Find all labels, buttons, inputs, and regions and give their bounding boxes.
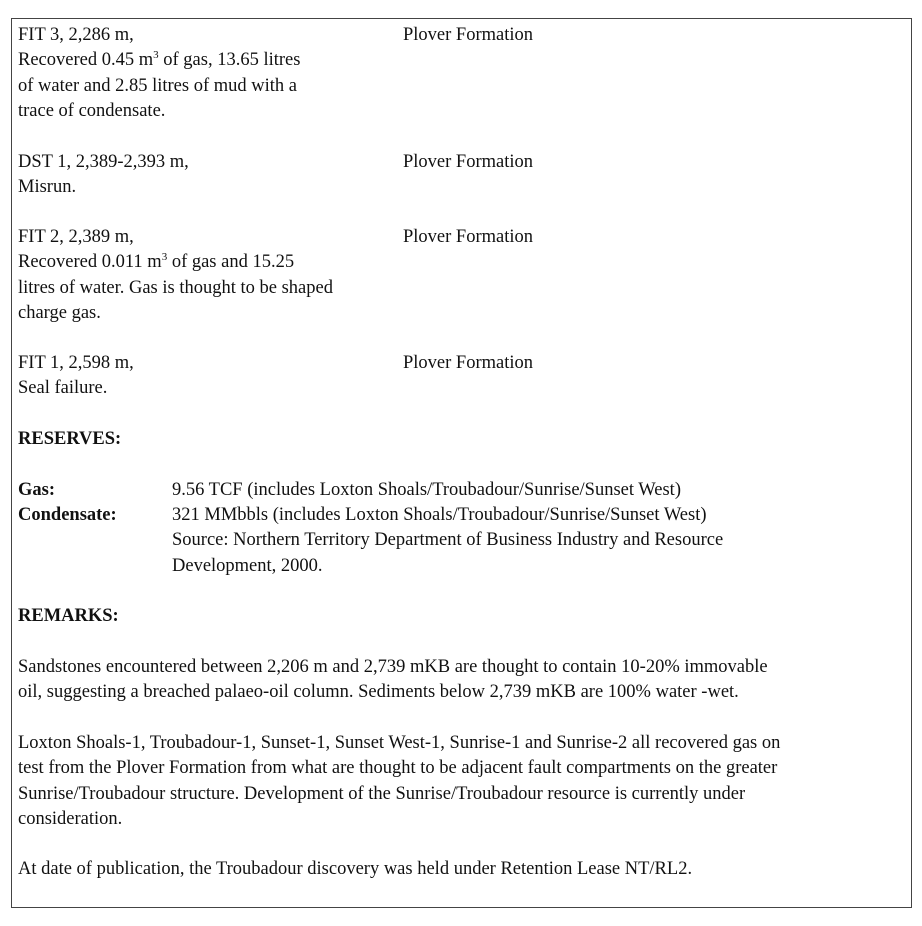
remarks-p1-line1: Sandstones encountered between 2,206 m and 2,739 mKB are thought to contain 10-20% immovable [18, 657, 768, 677]
test-dst1-title: DST 1, 2,389-2,393 m, [18, 152, 189, 172]
remarks-p2-line4: consideration. [18, 808, 123, 829]
remarks-paragraph-2 [18, 731, 780, 832]
test-fit1-title: FIT 1, 2,598 m, [18, 353, 134, 373]
remarks-paragraph-3 [18, 857, 692, 882]
test-dst1-formation: Plover Formation [403, 152, 534, 172]
source-line1: Source: Northern Territory Department of Business Industry and Resource [172, 530, 724, 551]
remarks-p2-line2: test from the Plover Formation from what are thought to be adjacent fault compartments on the greater [18, 758, 778, 779]
test-fit3-formation: Plover Formation [403, 25, 534, 45]
condensate-value-line: 321 MMbbls (includes Loxton Shoals/Troubadour/Sunrise/Sunset West) [172, 505, 707, 525]
test-dst1-line2: Misrun. [18, 177, 77, 198]
test-fit3-description [18, 23, 300, 124]
condensate-value [172, 503, 723, 579]
test-fit1-line2: Seal failure. [18, 378, 108, 399]
gas-value: 9.56 TCF (includes Loxton Shoals/Troubadour/Sunrise/Sunset West) [172, 480, 681, 500]
remarks-p3-line1: At date of publication, the Troubadour discovery was held under Retention Lease NT/RL2. [18, 859, 693, 879]
reserves-heading: RESERVES: [18, 429, 122, 449]
remarks-paragraph-1 [18, 655, 768, 706]
gas-label: Gas: [18, 480, 55, 500]
remarks-p1-line2: oil, suggesting a breached palaeo-oil column. Sediments below 2,739 mKB are 100% water -wet. [18, 682, 739, 703]
remarks-heading: REMARKS: [18, 606, 119, 626]
test-fit1-formation: Plover Formation [403, 353, 534, 373]
test-fit2-title: FIT 2, 2,389 m, [18, 227, 134, 247]
remarks-p2-line1: Loxton Shoals-1, Troubadour-1, Sunset-1, Sunset West-1, Sunrise-1 and Sunrise-2 all recovered gas on [18, 733, 781, 753]
test-dst1-description [18, 150, 189, 201]
source-line2: Development, 2000. [172, 555, 323, 576]
remarks-p2-line3: Sunrise/Troubadour structure. Development of the Sunrise/Troubadour resource is currently under [18, 783, 746, 804]
test-fit2-line2: Recovered 0.011 $m^3$ of gas and 15.25 [18, 251, 295, 273]
condensate-label: Condensate: [18, 505, 117, 525]
test-fit2-formation: Plover Formation [403, 227, 534, 247]
test-fit3-line3: of water and 2.85 litres of mud with a [18, 75, 297, 96]
test-fit3-line4: trace of condensate. [18, 100, 166, 121]
test-fit2-description [18, 225, 333, 326]
test-fit2-line3: litres of water. Gas is thought to be shaped [18, 277, 333, 298]
test-fit1-description [18, 351, 134, 402]
test-fit3-line2: Recovered 0.45 $m^3$ of gas, 13.65 litres [18, 49, 301, 71]
test-fit3-title: FIT 3, 2,286 m, [18, 25, 134, 45]
test-fit2-line4: charge gas. [18, 302, 101, 323]
